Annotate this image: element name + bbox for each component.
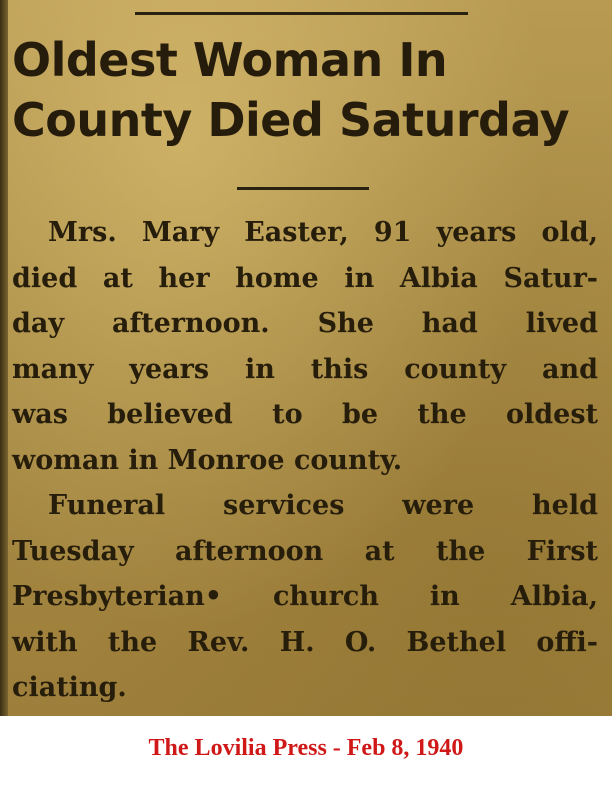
paragraph-1-line-5: was believed to be the oldest bbox=[12, 399, 598, 430]
paragraph-2-line-3: Presbyterian• church in Albia, bbox=[12, 581, 598, 612]
clipping-edge-shadow bbox=[0, 0, 8, 716]
paragraph-1-line-4: many years in this county and bbox=[12, 353, 598, 385]
paragraph-1-line-1: Mrs. Mary Easter, 91 years old, bbox=[48, 217, 598, 248]
paragraph-2-line-4: with the Rev. H. O. Bethel offi- bbox=[12, 626, 598, 658]
paragraph-1-line-3: day afternoon. She had lived bbox=[12, 308, 598, 339]
paragraph-1-line-2: died at her home in Albia Satur- bbox=[12, 262, 598, 294]
source-caption: The Lovilia Press - Feb 8, 1940 bbox=[148, 735, 464, 761]
article-body bbox=[12, 210, 598, 711]
paragraph-1-line-6: woman in Monroe county. bbox=[12, 444, 403, 476]
headline-line-2: County Died Saturday bbox=[12, 93, 570, 147]
headline-divider-rule bbox=[237, 187, 369, 190]
headline bbox=[12, 30, 602, 150]
paragraph-2-line-5: ciating. bbox=[12, 672, 127, 703]
paragraph-2-line-1: Funeral services were held bbox=[48, 490, 598, 521]
top-rule bbox=[135, 12, 468, 15]
headline-line-1: Oldest Woman In bbox=[12, 33, 448, 87]
paragraph-2-line-2: Tuesday afternoon at the First bbox=[12, 535, 598, 567]
